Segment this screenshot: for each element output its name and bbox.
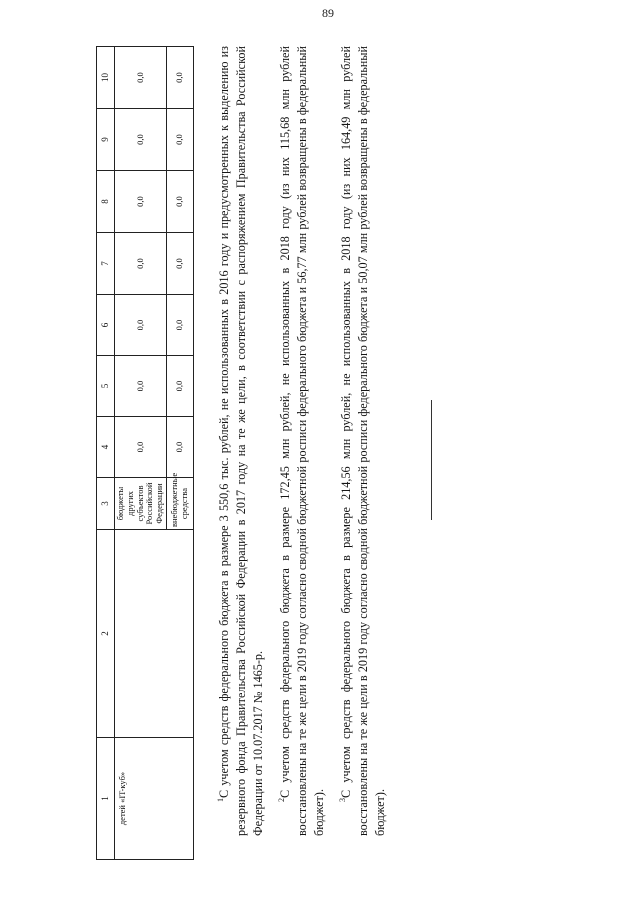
table-cell-value: 0,0 [115,109,167,171]
footnote-marker: 3 [337,798,347,802]
footnotes [216,46,399,836]
footnote-marker: 2 [276,798,286,802]
table-cell [115,530,194,738]
table-cell-value: 0,0 [115,295,167,356]
table-cell-value: 0,0 [115,356,167,417]
column-number: 10 [97,47,115,109]
column-number: 4 [97,417,115,478]
footnote [338,46,389,836]
table-cell-source: бюджеты других субъектов Российской Федерации [115,478,167,530]
table-cell-value: 0,0 [166,109,193,171]
table-cell-value: 0,0 [166,295,193,356]
footnote [216,46,267,836]
divider-line [431,400,432,520]
table-cell-value: 0,0 [115,417,167,478]
page-number: 89 [322,6,334,20]
table-row [115,47,167,860]
table-cell-value: 0,0 [115,233,167,295]
table-cell-value: 0,0 [115,171,167,233]
footnote-text: С учетом средств федерального бюджета в размере 172,45 млн рублей, не использованных в 2018 году (из них 115,68 млн рублей восстановлены на те же цели в 2019 году согласно сводной бюджетной росписи федерального бюджета и 56,77 млн рублей возвращены в федеральный бюджет). [278,46,326,836]
table-cell-value: 0,0 [166,171,193,233]
column-number: 8 [97,171,115,233]
column-number: 3 [97,478,115,530]
budget-table [96,46,194,860]
footnote [277,46,328,836]
footnote-marker: 1 [215,798,225,802]
footnote-text: С учетом средств федерального бюджета в размере 214,56 млн рублей, не использованных в 2018 году (из них 164,49 млн рублей восстановлены на те же цели в 2019 году согласно сводной бюджетной росписи федерального бюджета и 50,07 млн рублей возвращены в федеральный бюджет). [339,46,387,836]
column-number: 2 [97,530,115,738]
column-number: 6 [97,295,115,356]
table-cell-value: 0,0 [166,233,193,295]
table-cell-source: внебюджетные средства [166,478,193,530]
rotated-content [96,40,626,860]
table-cell-value: 0,0 [166,47,193,109]
column-number: 5 [97,356,115,417]
table-cell-value: 0,0 [166,417,193,478]
column-number: 7 [97,233,115,295]
table-cell-value: 0,0 [166,356,193,417]
table-cell-name: детей «IT-куб» [115,738,194,860]
table-header-row [97,47,115,860]
footnote-text: С учетом средств федерального бюджета в размере 3 550,6 тыс. рублей, не использованных в 2016 году и предусмотренных к выделению из резервного фонда Правительства Российской Федерации в 2017 году на те же цели, в соответствии с распоряжением Правительства Российской Федерации от 10.07.2017 № 1465-р. [217,46,265,836]
column-number: 9 [97,109,115,171]
table-cell-value: 0,0 [115,47,167,109]
column-number: 1 [97,738,115,860]
